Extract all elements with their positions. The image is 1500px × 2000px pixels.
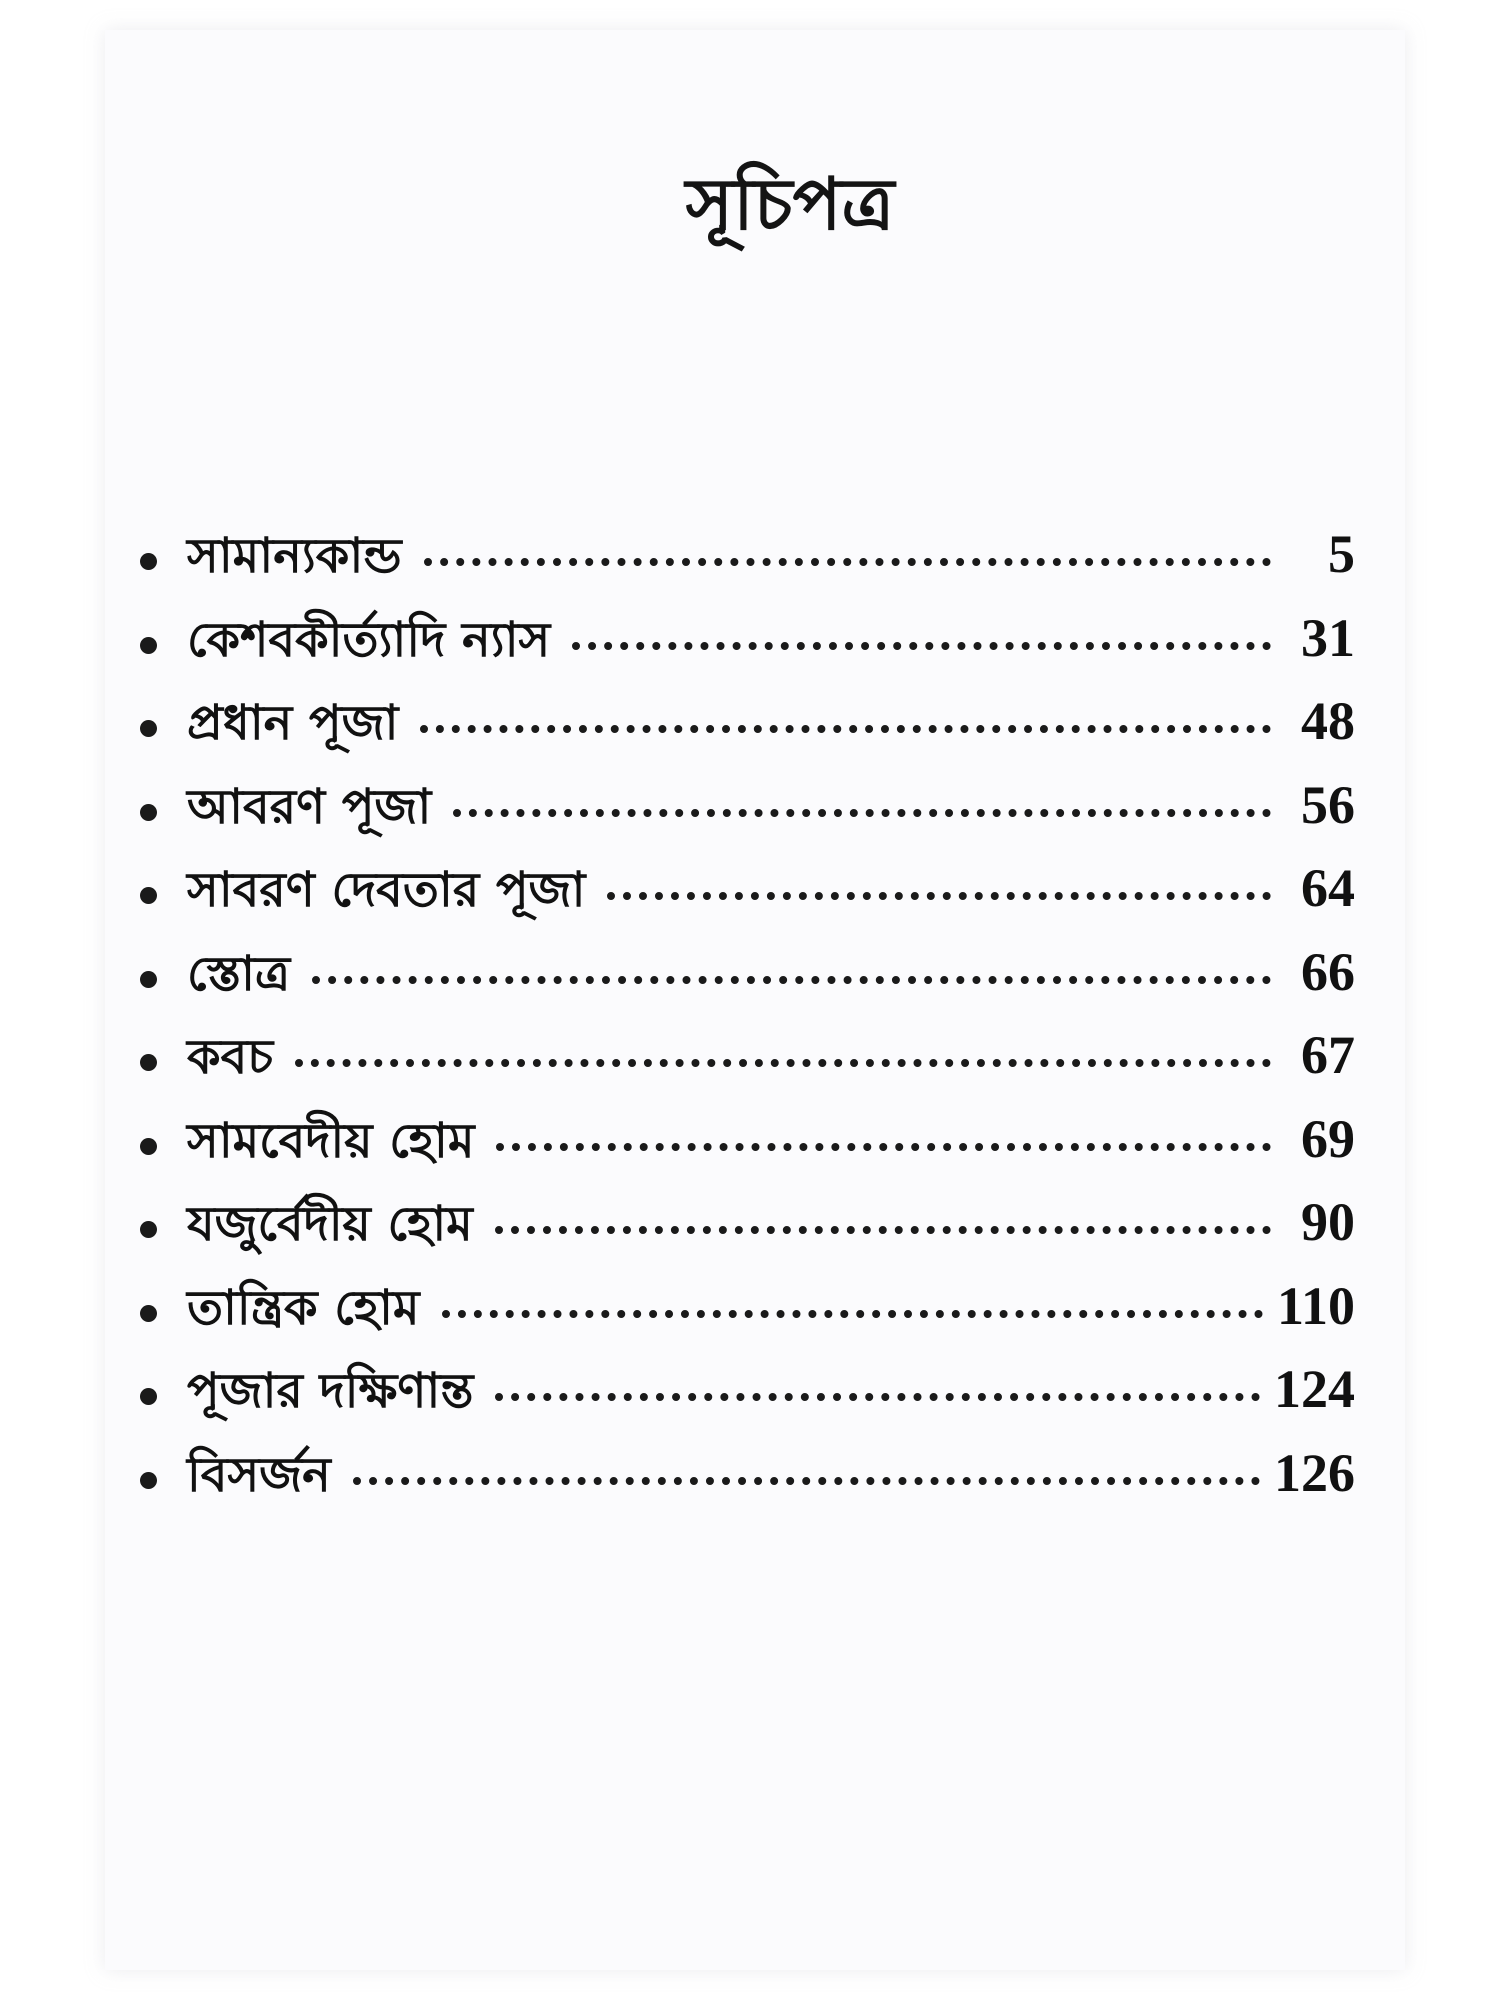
toc-entry-title: কেশবকীর্ত্যাদি ন্যাস	[187, 611, 551, 668]
bullet-icon	[140, 637, 157, 654]
table-of-contents	[140, 520, 1355, 1522]
toc-page-number: 124	[1274, 1359, 1355, 1419]
toc-entry-title: আবরণ পূজা	[187, 778, 432, 835]
toc-entry-title: তান্ত্রিক হোম	[187, 1279, 420, 1336]
dot-leader	[353, 1477, 1260, 1485]
bullet-icon	[140, 1138, 157, 1155]
bullet-icon	[140, 1305, 157, 1322]
toc-page-number: 56	[1301, 774, 1355, 835]
toc-page-number: 31	[1301, 607, 1355, 668]
dot-leader	[496, 1143, 1271, 1151]
toc-page-number: 48	[1301, 691, 1355, 751]
dot-leader	[607, 892, 1271, 900]
toc-entry	[140, 687, 1355, 771]
bullet-icon	[140, 804, 157, 821]
toc-entry	[140, 1105, 1355, 1189]
dot-leader	[495, 1226, 1271, 1234]
toc-entry-title: যজুর্বেদীয় হোম	[187, 1196, 473, 1252]
dot-leader	[420, 725, 1271, 733]
bullet-icon	[140, 1054, 157, 1071]
toc-page-number: 67	[1301, 1025, 1355, 1085]
toc-entry	[140, 1021, 1355, 1105]
toc-entry-title: সামান্যকান্ড	[187, 528, 402, 584]
toc-entry	[140, 854, 1355, 938]
toc-entry-title: সামবেদীয় হোম	[187, 1112, 475, 1169]
toc-page-number: 126	[1274, 1442, 1355, 1503]
bullet-icon	[140, 1388, 157, 1405]
dot-leader	[312, 976, 1271, 984]
toc-entry	[140, 938, 1355, 1022]
dot-leader	[424, 558, 1271, 566]
toc-entry-title: কবচ	[187, 1029, 274, 1085]
toc-page-number: 66	[1301, 941, 1355, 1002]
toc-entry	[140, 1439, 1355, 1523]
toc-entry	[140, 520, 1355, 604]
toc-page-number: 69	[1301, 1108, 1355, 1169]
toc-entry	[140, 771, 1355, 855]
bullet-icon	[140, 553, 157, 570]
bullet-icon	[140, 720, 157, 737]
dot-leader	[495, 1393, 1260, 1401]
toc-page-number: 90	[1301, 1192, 1355, 1252]
bullet-icon	[140, 1221, 157, 1238]
toc-entry	[140, 1355, 1355, 1439]
toc-page-number: 110	[1276, 1275, 1355, 1336]
toc-entry-title: বিসর্জন	[187, 1446, 331, 1503]
page-title: সূচিপত্র	[685, 162, 895, 246]
toc-entry-title: স্তোত্র	[187, 945, 291, 1002]
toc-entry-title: প্রধান পূজা	[187, 695, 399, 751]
bullet-icon	[140, 887, 157, 904]
dot-leader	[453, 809, 1271, 817]
bullet-icon	[140, 1472, 157, 1489]
toc-entry-title: সাবরণ দেবতার পূজা	[187, 862, 586, 918]
toc-entry	[140, 604, 1355, 688]
dot-leader	[442, 1310, 1263, 1318]
toc-entry	[140, 1272, 1355, 1356]
toc-page-number: 5	[1328, 524, 1355, 584]
toc-page-number: 64	[1301, 858, 1355, 918]
toc-entry-title: পূজার দক্ষিণান্ত	[187, 1363, 474, 1419]
dot-leader	[572, 642, 1271, 650]
toc-entry	[140, 1188, 1355, 1272]
bullet-icon	[140, 971, 157, 988]
dot-leader	[295, 1059, 1271, 1067]
